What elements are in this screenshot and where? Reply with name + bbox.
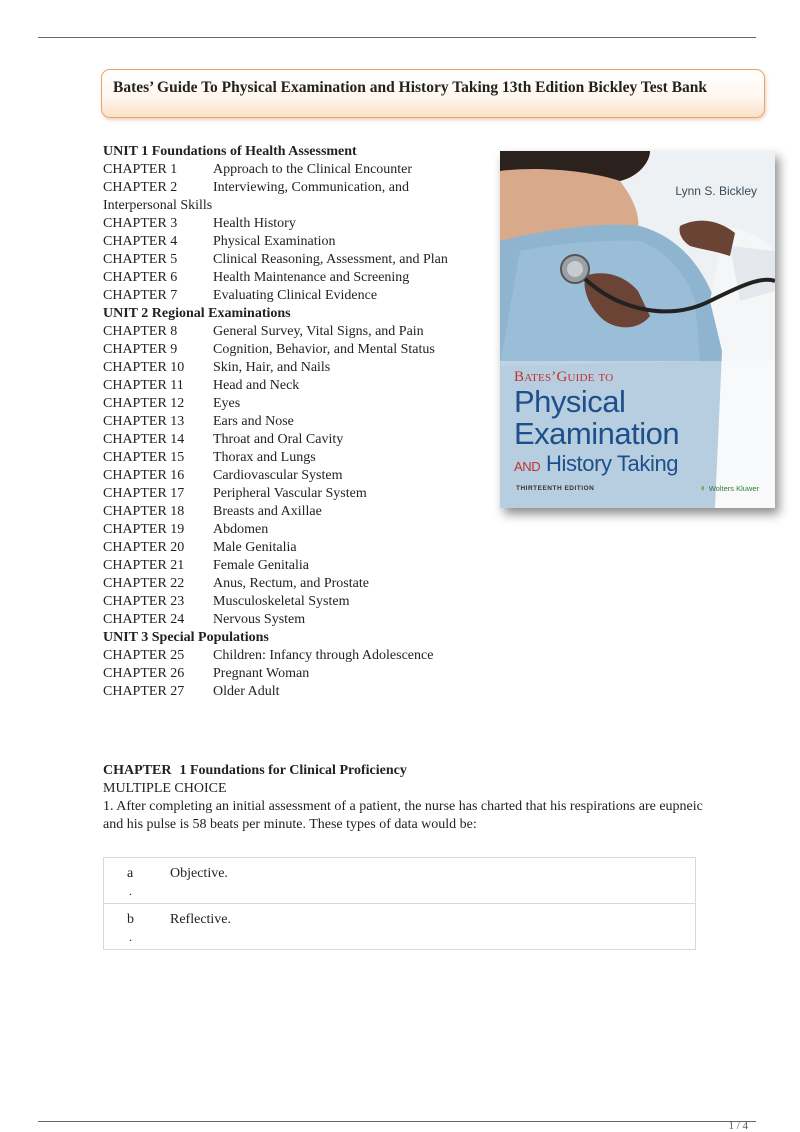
- toc-chapter-title: Skin, Hair, and Nails: [213, 360, 331, 375]
- toc-chapter-row: [103, 485, 483, 503]
- toc-chapter-title: Interviewing, Communication, and: [213, 180, 409, 195]
- toc-chapter-title: Cardiovascular System: [213, 468, 343, 483]
- toc-chapter-row: [103, 611, 483, 629]
- option-dot: .: [129, 884, 132, 898]
- toc-chapter-title: Children: Infancy through Adolescence: [213, 648, 434, 663]
- cover-publisher-name: Wolters Kluwer: [708, 484, 759, 493]
- cover-author: Lynn S. Bickley: [675, 184, 757, 198]
- cover-title-line3: [514, 451, 678, 477]
- toc-chapter-title: Peripheral Vascular System: [213, 486, 367, 501]
- toc-chapter-row: [103, 539, 483, 557]
- toc-chapter-number: CHAPTER 18: [103, 504, 185, 519]
- toc-chapter-number: CHAPTER 11: [103, 378, 184, 393]
- toc-chapter-number: CHAPTER 6: [103, 270, 178, 285]
- toc-chapter-row: [103, 557, 483, 575]
- toc-chapter-number: CHAPTER 24: [103, 612, 185, 627]
- toc-chapter-number: CHAPTER 15: [103, 450, 185, 465]
- option-text: Reflective.: [170, 912, 232, 927]
- toc-chapter-row: [103, 233, 483, 251]
- toc-chapter-row: [103, 287, 483, 305]
- footer-rule: [38, 1121, 756, 1122]
- question-text: 1. After completing an initial assessment of a patient, the nurse has charted that his respirations are eupneic and his pulse is 58 beats per minute. These types of data would be:: [103, 799, 703, 832]
- toc-chapter-row: [103, 413, 483, 431]
- toc-chapter-row: [103, 503, 483, 521]
- toc-chapter-row: [103, 341, 483, 359]
- toc-chapter-title: Abdomen: [213, 522, 269, 537]
- toc-chapter-title: Thorax and Lungs: [213, 450, 316, 465]
- toc-chapter-row: [103, 647, 483, 665]
- toc-chapter-row: [103, 449, 483, 467]
- toc-chapter-row: [103, 179, 483, 197]
- toc-chapter-row: [103, 215, 483, 233]
- toc-chapter-number: CHAPTER 7: [103, 288, 178, 303]
- toc-chapter-number: CHAPTER 3: [103, 216, 178, 231]
- option-letter: a: [127, 866, 134, 881]
- cover-title-line1: Physical: [514, 384, 626, 419]
- chapter-heading-label: CHAPTER: [103, 763, 172, 778]
- toc-chapter-title: Musculoskeletal System: [213, 594, 350, 609]
- toc-chapter-title-continued: Interpersonal Skills: [103, 198, 213, 213]
- toc-chapter-row: [103, 683, 483, 701]
- toc-chapter-number: CHAPTER 5: [103, 252, 178, 267]
- toc-unit-heading: UNIT 1 Foundations of Health Assessment: [103, 144, 357, 159]
- toc-chapter-number: CHAPTER 20: [103, 540, 185, 555]
- toc-chapter-title: Ears and Nose: [213, 414, 294, 429]
- toc-chapter-row: [103, 665, 483, 683]
- toc-chapter-number: CHAPTER 21: [103, 558, 185, 573]
- answer-option-a: [104, 858, 695, 904]
- toc-chapter-title: Older Adult: [213, 684, 280, 699]
- toc-chapter-row: [103, 269, 483, 287]
- toc-chapter-row: [103, 395, 483, 413]
- toc-chapter-number: CHAPTER 19: [103, 522, 185, 537]
- option-letter: b: [127, 912, 134, 927]
- answer-option-b: [104, 904, 695, 949]
- cover-title-and: AND: [514, 459, 541, 474]
- toc-chapter-row: [103, 431, 483, 449]
- toc-chapter-number: CHAPTER 10: [103, 360, 185, 375]
- toc-chapter-title: Female Genitalia: [213, 558, 310, 573]
- option-text: Objective.: [170, 866, 228, 881]
- toc-chapter-number: CHAPTER 26: [103, 666, 185, 681]
- document-title: [101, 69, 765, 118]
- page-number: 1 / 4: [728, 1120, 748, 1132]
- toc-chapter-row: [103, 323, 483, 341]
- toc-chapter-number: CHAPTER 9: [103, 342, 178, 357]
- toc-chapter-number: CHAPTER 13: [103, 414, 185, 429]
- chapter-heading-title: 1 Foundations for Clinical Proficiency: [179, 763, 407, 778]
- toc-chapter-number: CHAPTER 8: [103, 324, 178, 339]
- cover-edition: THIRTEENTH EDITION: [516, 485, 595, 492]
- toc-chapter-row: [103, 161, 483, 179]
- toc-chapter-number: CHAPTER 16: [103, 468, 185, 483]
- toc-chapter-title: Clinical Reasoning, Assessment, and Plan: [213, 252, 448, 267]
- toc-chapter-title: Physical Examination: [213, 234, 336, 249]
- toc-chapter-row: [103, 251, 483, 269]
- toc-chapter-number: CHAPTER 22: [103, 576, 185, 591]
- section-label: MULTIPLE CHOICE: [103, 781, 227, 796]
- toc-chapter-title: Throat and Oral Cavity: [213, 432, 344, 447]
- toc-chapter-number: CHAPTER 12: [103, 396, 185, 411]
- header-rule: [38, 37, 756, 38]
- toc-chapter-title: General Survey, Vital Signs, and Pain: [213, 324, 424, 339]
- toc-chapter-title: Male Genitalia: [213, 540, 297, 555]
- toc-chapter-row: [103, 377, 483, 395]
- publisher-logo-icon: ◐: [700, 483, 707, 494]
- answer-table: [103, 857, 696, 950]
- toc-chapter-title: Health History: [213, 216, 296, 231]
- cover-title-history: History Taking: [545, 451, 679, 476]
- toc-chapter-row: [103, 593, 483, 611]
- toc-unit-heading: UNIT 2 Regional Examinations: [103, 306, 291, 321]
- toc-chapter-row: [103, 521, 483, 539]
- toc-chapter-number: CHAPTER 14: [103, 432, 185, 447]
- toc-chapter-title: Evaluating Clinical Evidence: [213, 288, 378, 303]
- toc-chapter-title: Anus, Rectum, and Prostate: [213, 576, 369, 591]
- document-title-text: Bates’ Guide To Physical Examination and History Taking 13th Edition Bickley Test Bank: [113, 79, 708, 96]
- toc-chapter-title: Pregnant Woman: [213, 666, 310, 681]
- toc-chapter-title: Head and Neck: [213, 378, 300, 393]
- toc-chapter-number: CHAPTER 2: [103, 180, 178, 195]
- toc-chapter-row: [103, 575, 483, 593]
- toc-chapter-title: Breasts and Axillae: [213, 504, 322, 519]
- book-cover-image: [500, 151, 775, 508]
- question-block: [103, 762, 703, 834]
- toc-chapter-title: Nervous System: [213, 612, 306, 627]
- toc-chapter-number: CHAPTER 27: [103, 684, 185, 699]
- cover-title-line2: Examination: [514, 416, 680, 451]
- toc-chapter-row: [103, 467, 483, 485]
- toc-chapter-row: [103, 359, 483, 377]
- toc-unit-heading: UNIT 3 Special Populations: [103, 630, 269, 645]
- toc-chapter-number: CHAPTER 23: [103, 594, 185, 609]
- toc-chapter-number: CHAPTER 4: [103, 234, 178, 249]
- table-of-contents: [103, 143, 483, 701]
- cover-title-small: Bates’Guide to: [514, 369, 614, 385]
- option-dot: .: [129, 930, 132, 944]
- toc-chapter-number: CHAPTER 25: [103, 648, 185, 663]
- toc-chapter-number: CHAPTER 17: [103, 486, 185, 501]
- chapter-heading: [103, 762, 703, 780]
- toc-chapter-number: CHAPTER 1: [103, 162, 178, 177]
- cover-publisher: [701, 483, 759, 494]
- toc-chapter-title: Cognition, Behavior, and Mental Status: [213, 342, 435, 357]
- toc-chapter-title: Eyes: [213, 396, 241, 411]
- toc-chapter-title: Health Maintenance and Screening: [213, 270, 410, 285]
- toc-chapter-title: Approach to the Clinical Encounter: [213, 162, 413, 177]
